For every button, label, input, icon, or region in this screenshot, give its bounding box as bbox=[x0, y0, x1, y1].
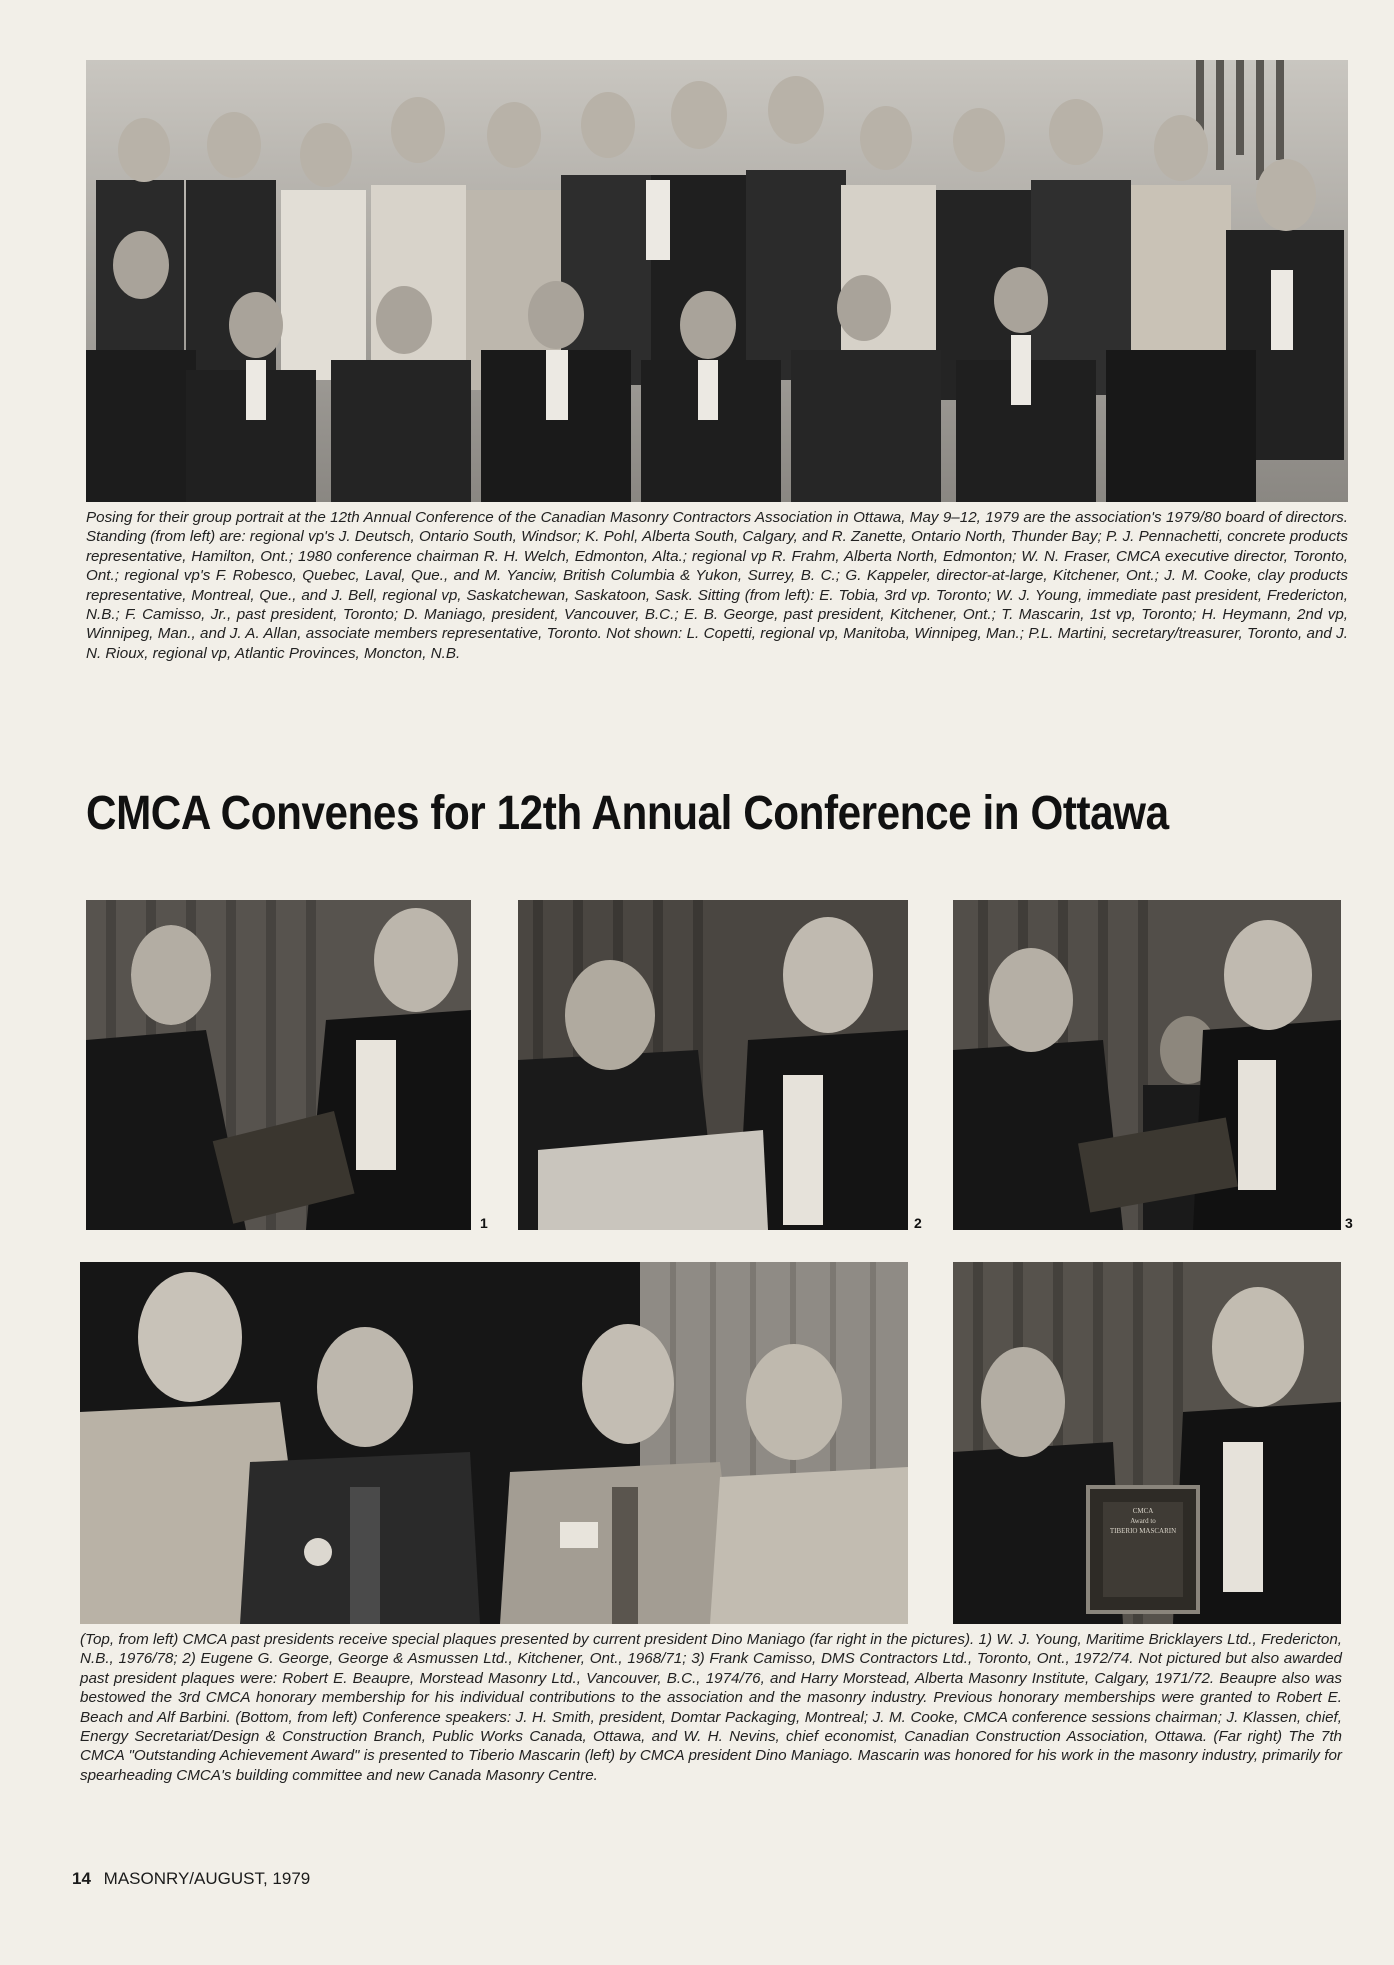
photo-number-3: 3 bbox=[1345, 1215, 1353, 1231]
award-plaque-text bbox=[1103, 1506, 1183, 1536]
photo-conference-speakers bbox=[80, 1262, 908, 1624]
group-photo bbox=[86, 60, 1348, 502]
plaque-line-1: CMCA bbox=[1132, 1507, 1154, 1515]
photo-achievement-award bbox=[953, 1262, 1341, 1624]
photo-1-young-plaque bbox=[86, 900, 471, 1230]
photo-5-illustration bbox=[953, 1262, 1341, 1624]
photo-2-george-plaque bbox=[518, 900, 908, 1230]
photo-1-illustration bbox=[86, 900, 471, 1230]
page-title: CMCA Convenes for 12th Annual Conference in Ottawa bbox=[86, 787, 1169, 840]
plaque-line-3: TIBERIO MASCARIN bbox=[1109, 1527, 1177, 1535]
group-photo-illustration bbox=[86, 60, 1348, 502]
photos-caption: (Top, from left) CMCA past presidents receive special plaques presented by current president Dino Maniago (far right in the pictures). 1) W. J. Young, Maritime Bricklayers Ltd., Fredericton, N.B., 1976/78; 2) Eugene G. George, George & Asmussen Ltd., Kitchener, Ont., 1968/71; 3) Frank Camisso, DMS Contractors Ltd., Toronto, Ont., 1972/74. Not pictured but also awarded past president plaques were: Robert E. Beaupre, Morstead Masonry Ltd., Vancouver, B.C., 1974/76, and Harry Morstead, Alberta Masonry Institute, Calgary, 1971/72. Beaupre also was bestowed the 3rd CMCA honorary membership for his individual contributions to the association and the masonry industry. Previous honorary memberships were granted to Robert E. Beach and Alf Barbini. (Bottom, from left) Conference speakers: J. H. Smith, president, Domtar Packaging, Montreal; J. M. Cooke, CMCA conference sessions chairman; J. Klassen, chief, Energy Secretariat/Design & Construction Branch, Public Works Canada, Ottawa, and W. H. Nevins, chief economist, Canadian Construction Association, Ottawa. (Far right) The 7th CMCA "Outstanding Achievement Award" is presented to Tiberio Mascarin (left) by CMCA president Dino Maniago. Mascarin was honored for his work in the masonry industry, primarily for spearheading CMCA's building committee and new Canada Masonry Centre. bbox=[80, 1631, 1342, 1784]
photo-2-illustration bbox=[518, 900, 908, 1230]
group-photo-caption: Posing for their group portrait at the 12th Annual Conference of the Canadian Masonry Contractors Association in Ottawa, May 9–12, 1979 are the association's 1979/80 board of directors. Standing (from left) are: regional vp's J. Deutsch, Ontario South, Windsor; K. Pohl, Alberta South, Calgary, and R. Zanette, Ontario North, Thunder Bay; P. J. Pennachetti, concrete products representative, Hamilton, Ont.; 1980 conference chairman R. H. Welch, Edmonton, Alta.; regional vp R. Frahm, Alberta North, Edmonton; W. N. Fraser, CMCA executive director, Toronto, Ont.; regional vp's F. Robesco, Quebec, Laval, Que., and M. Yanciw, British Columbia & Yukon, Surrey, B. C.; G. Kappeler, director-at-large, Kitchener, Ont.; J. M. Cooke, clay products representative, Montreal, Que., and J. Bell, regional vp, Saskatchewan, Saskatoon, Sask. Sitting (from left): E. Tobia, 3rd vp. Toronto; W. J. Young, immediate past president, Fredericton, N.B.; F. Camisso, Jr., past president, Toronto; D. Maniago, president, Vancouver, B.C.; E. B. George, past president, Kitchener, Ont.; T. Mascarin, 1st vp, Toronto; H. Heymann, 2nd vp, Winnipeg, Man., and J. A. Allan, associate members representative, Toronto. Not shown: L. Copetti, regional vp, Manitoba, Winnipeg, Man.; P.L. Martini, secretary/treasurer, Toronto, and J. N. Rioux, regional vp, Atlantic Provinces, Moncton, N.B. bbox=[86, 509, 1348, 662]
photo-number-2: 2 bbox=[914, 1215, 922, 1231]
photo-3-illustration bbox=[953, 900, 1341, 1230]
photo-3-camisso-plaque bbox=[953, 900, 1341, 1230]
photo-number-1: 1 bbox=[480, 1215, 488, 1231]
photo-4-illustration bbox=[80, 1262, 908, 1624]
page-number: 14 bbox=[72, 1869, 91, 1888]
publication-issue: MASONRY/AUGUST, 1979 bbox=[103, 1869, 311, 1888]
page-footer bbox=[72, 1869, 310, 1889]
plaque-line-2: Award to bbox=[1130, 1517, 1156, 1525]
